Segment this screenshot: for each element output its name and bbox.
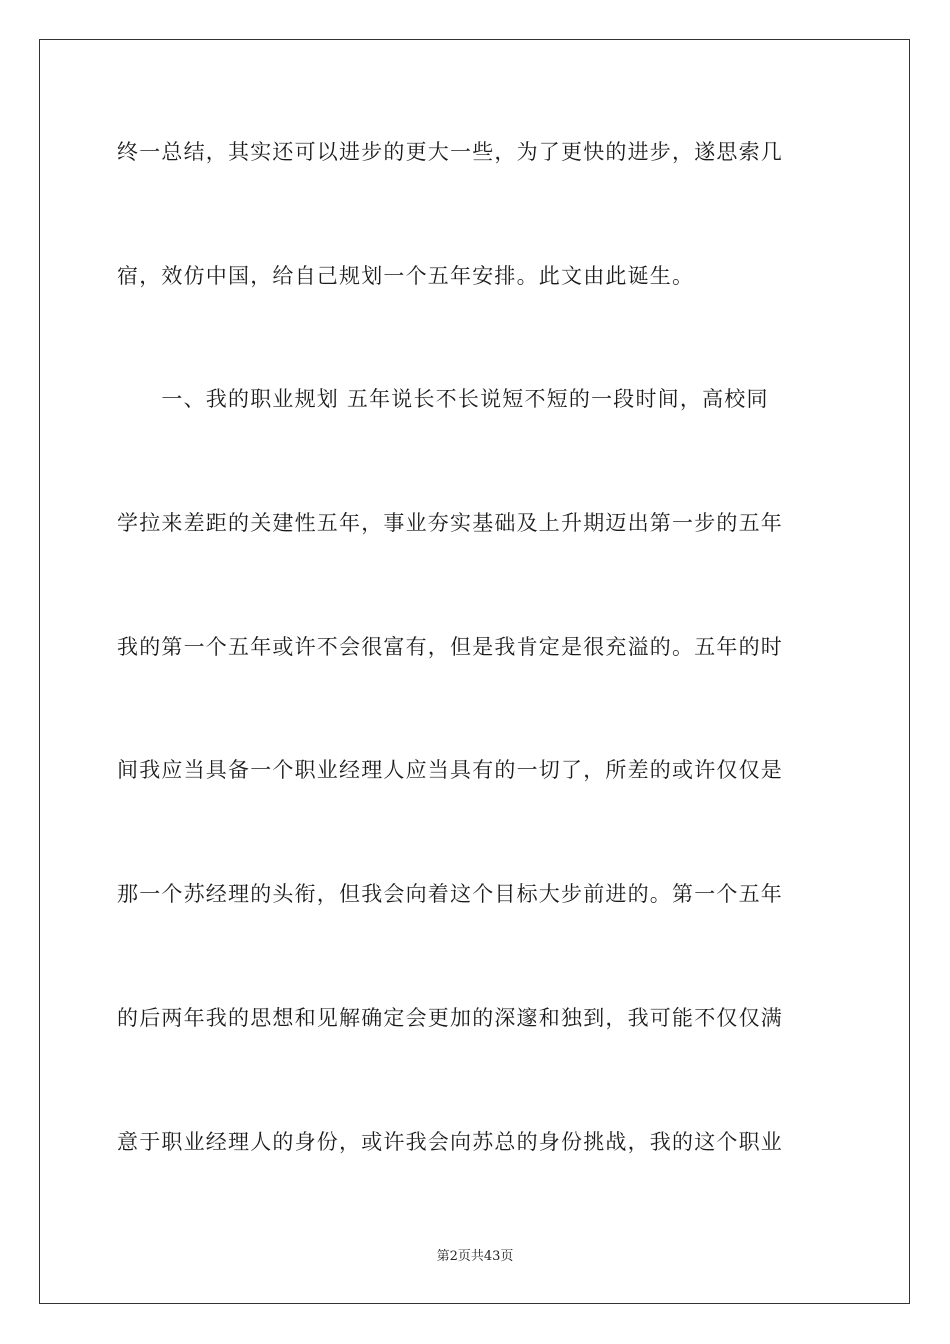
text-line-7: 那一个苏经理的头衔，但我会向着这个目标大步前进的。第一个五年 <box>117 882 783 906</box>
text-line-6: 间我应当具备一个职业经理人应当具有的一切了，所差的或许仅仅是 <box>117 758 783 782</box>
text-line-3: 一、我的职业规划 五年说长不长说短不短的一段时间，高校同 <box>117 387 769 411</box>
page-border <box>39 39 910 1304</box>
page-number: 第2页 <box>436 1249 471 1264</box>
text-line-9: 意于职业经理人的身份，或许我会向苏总的身份挑战，我的这个职业 <box>117 1130 783 1154</box>
text-line-4: 学拉来差距的关建性五年，事业夯实基础及上升期迈出第一步的五年 <box>117 511 783 535</box>
text-line-1: 终一总结，其实还可以进步的更大一些，为了更快的进步，遂思索几 <box>117 140 783 164</box>
text-line-5: 我的第一个五年或许不会很富有，但是我肯定是很充溢的。五年的时 <box>117 635 783 659</box>
total-pages: 共43页 <box>470 1249 514 1264</box>
text-line-2: 宿，效仿中国，给自己规划一个五年安排。此文由此诞生。 <box>117 264 695 288</box>
text-line-8: 的后两年我的思想和见解确定会更加的深邃和独到，我可能不仅仅满 <box>117 1006 783 1030</box>
page-footer <box>0 1248 950 1266</box>
